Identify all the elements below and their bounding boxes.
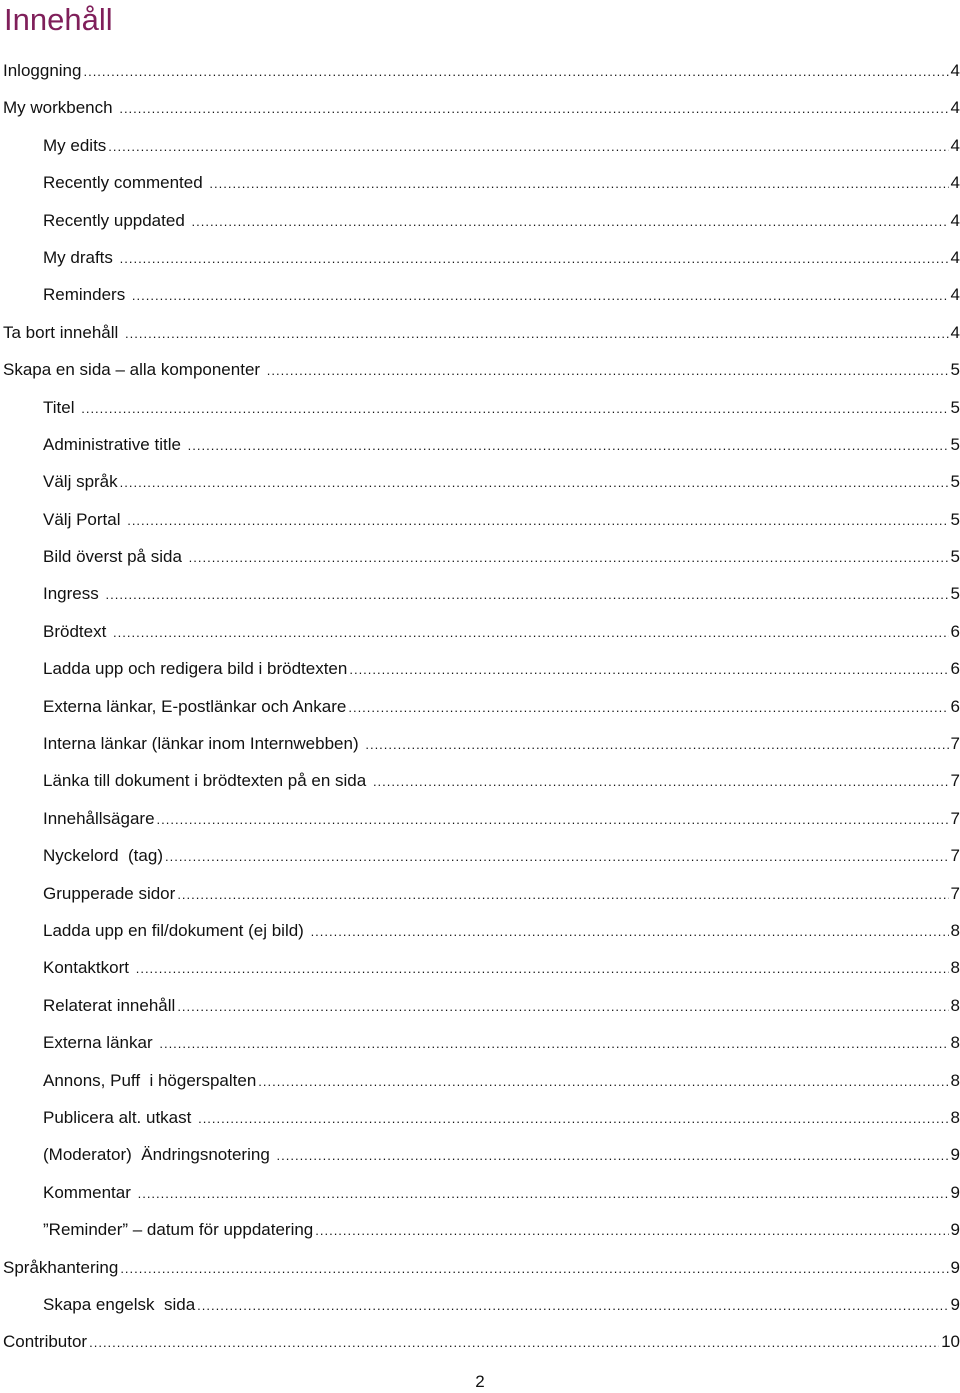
toc-entry[interactable] (0, 837, 960, 874)
toc-entry-page-number: 10 (941, 1332, 960, 1352)
dot-leader (365, 726, 948, 763)
dot-leader (83, 53, 948, 90)
dot-leader (189, 539, 949, 576)
toc-entry[interactable] (0, 239, 960, 276)
toc-entry[interactable] (0, 463, 960, 500)
dot-leader (120, 464, 949, 501)
dot-leader (119, 90, 948, 127)
toc-entry-page-number: 5 (950, 434, 960, 454)
dot-leader (209, 165, 948, 202)
toc-entry-label: Interna länkar (länkar inom Internwebben) (43, 734, 364, 754)
toc-heading: Innehåll (4, 2, 113, 37)
toc-entry-page-number: 7 (950, 734, 960, 754)
toc-entry-label: Externa länkar, E-postlänkar och Ankare (43, 696, 347, 716)
toc-entry-page-number: 4 (950, 61, 960, 80)
toc-entry[interactable] (0, 949, 960, 986)
toc-entry-page-number: 5 (950, 547, 960, 567)
toc-entry[interactable] (0, 276, 960, 313)
toc-entry[interactable] (0, 426, 960, 463)
toc-entry-label: Grupperade sidor (43, 883, 176, 903)
toc-entry-page-number: 8 (950, 995, 960, 1015)
toc-entry[interactable] (0, 52, 960, 89)
dot-leader (348, 689, 948, 726)
toc-entry[interactable] (0, 575, 960, 612)
toc-entry-label: Kommentar (43, 1182, 136, 1202)
toc-entry[interactable] (0, 650, 960, 687)
toc-entry-page-number: 7 (950, 808, 960, 828)
dot-leader (125, 315, 949, 352)
toc-entry-page-number: 8 (950, 920, 960, 940)
toc-entry-label: Länka till dokument i brödtexten på en sida (43, 771, 371, 791)
toc-entry-label: Språkhantering (3, 1257, 119, 1277)
toc-entry-label: (Moderator) Ändringsnotering (43, 1145, 275, 1165)
dot-leader (315, 1212, 948, 1249)
toc-entry[interactable] (0, 389, 960, 426)
toc-entry[interactable] (0, 89, 960, 126)
toc-entry[interactable] (0, 1286, 960, 1323)
dot-leader (197, 1287, 948, 1324)
toc-entry-page-number: 8 (950, 1107, 960, 1127)
toc-entry[interactable] (0, 762, 960, 799)
dot-leader (113, 614, 948, 651)
toc-entry[interactable] (0, 1249, 960, 1286)
toc-entry[interactable] (0, 875, 960, 912)
toc-entry[interactable] (0, 613, 960, 650)
dot-leader (311, 913, 949, 950)
toc-entry-page-number: 4 (950, 98, 960, 118)
toc-entry-label: Skapa engelsk sida (43, 1294, 196, 1314)
dot-leader (120, 1250, 948, 1287)
toc-entry[interactable] (0, 688, 960, 725)
toc-entry[interactable] (0, 912, 960, 949)
dot-leader (105, 576, 948, 613)
toc-entry-page-number: 4 (950, 322, 960, 342)
toc-entry-page-number: 4 (950, 247, 960, 267)
toc-entry[interactable] (0, 1136, 960, 1173)
toc-entry-label: Reminders (43, 285, 130, 305)
toc-entry[interactable] (0, 800, 960, 837)
toc-entry[interactable] (0, 987, 960, 1024)
dot-leader (165, 838, 949, 875)
toc-entry-label: Bild överst på sida (43, 547, 187, 567)
toc-entry[interactable] (0, 314, 960, 351)
toc-entry-page-number: 8 (950, 958, 960, 978)
dot-leader (138, 1175, 949, 1212)
toc-entry-page-number: 7 (950, 846, 960, 866)
toc-entry-page-number: 7 (950, 883, 960, 903)
toc-entry[interactable] (0, 1062, 960, 1099)
toc-entry[interactable] (0, 538, 960, 575)
toc-entry-label: ”Reminder” – datum för uppdatering (43, 1220, 314, 1240)
dot-leader (177, 988, 948, 1025)
page-number: 2 (475, 1372, 485, 1391)
toc-entry-label: Inloggning (3, 61, 82, 80)
toc-entry-label: Externa länkar (43, 1033, 158, 1053)
toc-entry[interactable] (0, 202, 960, 239)
dot-leader (89, 1324, 939, 1361)
toc-entry[interactable] (0, 725, 960, 762)
toc-entry-label: Kontaktkort (43, 958, 134, 978)
toc-entry-page-number: 4 (950, 173, 960, 193)
dot-leader (127, 502, 948, 539)
dot-leader (157, 801, 949, 838)
toc-entry-page-number: 9 (950, 1145, 960, 1165)
toc-entry-page-number: 9 (950, 1220, 960, 1240)
dot-leader (159, 1025, 948, 1062)
dot-leader (177, 876, 948, 913)
toc-entry-page-number: 8 (950, 1070, 960, 1090)
toc-entry-label: Administrative title (43, 434, 186, 454)
dot-leader (258, 1063, 948, 1100)
toc-entry-page-number: 9 (950, 1257, 960, 1277)
toc-entry-label: Brödtext (43, 621, 112, 641)
dot-leader (81, 390, 948, 427)
dot-leader (120, 240, 949, 277)
table-of-contents (0, 52, 960, 1361)
toc-entry-label: Contributor (3, 1332, 88, 1352)
toc-entry-label: Ingress (43, 584, 104, 604)
toc-entry-label: Ta bort innehåll (3, 322, 124, 342)
toc-entry-label: Nyckelord (tag) (43, 846, 163, 866)
toc-entry-label: Recently commented (43, 173, 208, 193)
toc-entry[interactable] (0, 1323, 960, 1360)
toc-entry-label: Välj språk (43, 472, 118, 492)
dot-leader (188, 427, 949, 464)
dot-leader (349, 651, 948, 688)
toc-entry-label: Skapa en sida – alla komponenter (3, 360, 265, 380)
toc-entry-page-number: 9 (950, 1182, 960, 1202)
toc-entry-page-number: 4 (950, 135, 960, 155)
dot-leader (198, 1100, 948, 1137)
toc-entry[interactable] (0, 1024, 960, 1061)
dot-leader (277, 1137, 949, 1174)
toc-entry-page-number: 5 (950, 360, 960, 380)
toc-entry-page-number: 6 (950, 696, 960, 716)
toc-entry-label: My drafts (43, 247, 118, 267)
toc-entry-label: Ladda upp och redigera bild i brödtexten (43, 659, 348, 679)
toc-entry-page-number: 4 (950, 285, 960, 305)
dot-leader (108, 128, 948, 165)
toc-entry[interactable] (0, 164, 960, 201)
toc-entry-label: My workbench (3, 98, 118, 118)
toc-entry-page-number: 8 (950, 1033, 960, 1053)
toc-entry-label: Ladda upp en fil/dokument (ej bild) (43, 920, 309, 940)
toc-entry-label: Välj Portal (43, 509, 126, 529)
dot-leader (267, 352, 949, 389)
toc-entry-page-number: 7 (950, 771, 960, 791)
toc-entry[interactable] (0, 351, 960, 388)
toc-entry-page-number: 5 (950, 397, 960, 417)
toc-entry-label: Annons, Puff i högerspalten (43, 1070, 257, 1090)
toc-entry-label: Relaterat innehåll (43, 995, 176, 1015)
dot-leader (373, 763, 949, 800)
toc-entry-label: Titel (43, 397, 80, 417)
toc-entry-label: Recently uppdated (43, 210, 190, 230)
toc-entry-page-number: 4 (950, 210, 960, 230)
toc-entry[interactable] (0, 1211, 960, 1248)
toc-entry-page-number: 5 (950, 472, 960, 492)
toc-entry[interactable] (0, 501, 960, 538)
toc-entry-page-number: 6 (950, 621, 960, 641)
toc-entry-page-number: 6 (950, 659, 960, 679)
dot-leader (136, 950, 949, 987)
dot-leader (132, 277, 949, 314)
toc-entry-label: Publicera alt. utkast (43, 1107, 197, 1127)
toc-entry[interactable] (0, 1174, 960, 1211)
toc-entry-label: Innehållsägare (43, 808, 155, 828)
toc-entry-page-number: 9 (950, 1294, 960, 1314)
toc-entry-label: My edits (43, 135, 107, 155)
toc-entry-page-number: 5 (950, 509, 960, 529)
dot-leader (192, 203, 949, 240)
toc-entry[interactable] (0, 127, 960, 164)
toc-entry[interactable] (0, 1099, 960, 1136)
toc-entry-page-number: 5 (950, 584, 960, 604)
